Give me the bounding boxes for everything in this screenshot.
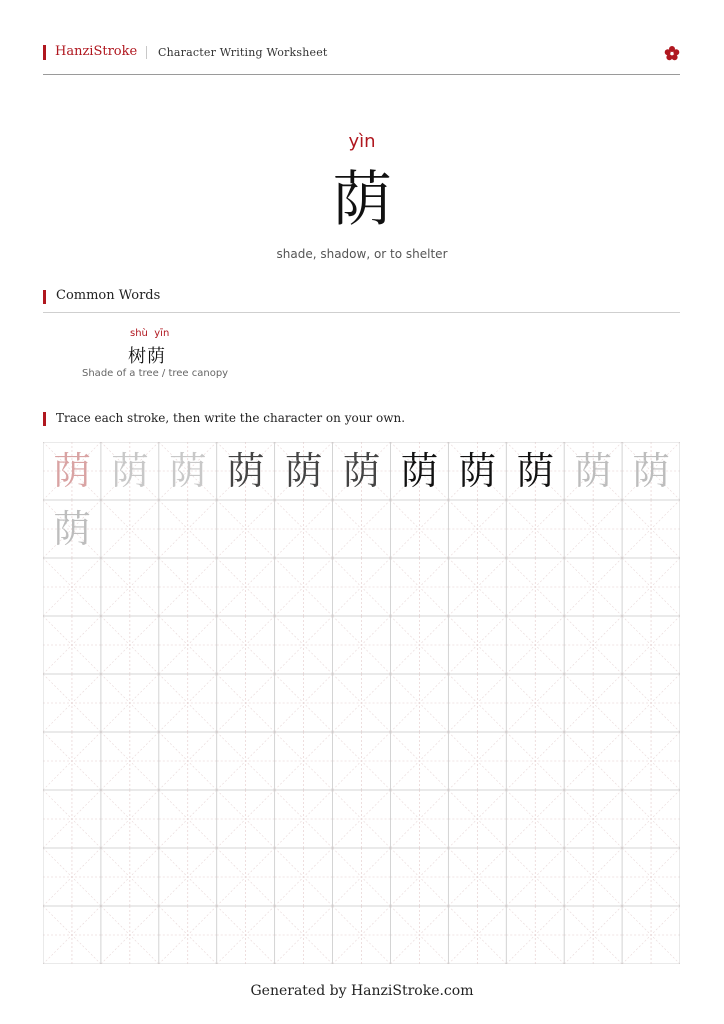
character-pinyin: yìn — [348, 131, 376, 152]
word-hanzi: 树荫 — [128, 346, 166, 367]
practice-cell-character: 荫 — [400, 449, 439, 493]
worksheet-header — [43, 44, 680, 75]
character-meaning: shade, shadow, or to shelter — [276, 247, 448, 261]
practice-cell-character: 荫 — [226, 449, 265, 493]
practice-section-header — [43, 411, 680, 427]
practice-cell-character: 荫 — [574, 449, 613, 493]
practice-cell-character: 荫 — [458, 449, 497, 493]
practice-grid[interactable] — [43, 442, 680, 964]
practice-cell-character: 荫 — [342, 449, 381, 493]
footer-credit: Generated by HanziStroke.com — [250, 983, 474, 999]
brand-accent-bar — [43, 45, 46, 60]
section-accent-bar — [43, 290, 46, 304]
practice-cell-character: 荫 — [52, 507, 91, 551]
practice-cell-character: 荫 — [168, 449, 207, 493]
grid-lines — [43, 442, 680, 964]
practice-cell-character: 荫 — [284, 449, 323, 493]
section-accent-bar — [43, 412, 46, 426]
character-hanzi: 荫 — [332, 165, 392, 235]
practice-instruction: Trace each stroke, then write the character on your own. — [56, 411, 406, 425]
word-meaning: Shade of a tree / tree canopy — [82, 368, 229, 379]
common-words-section-header — [43, 288, 680, 313]
practice-cell-character: 荫 — [110, 449, 149, 493]
practice-cell-character: 荫 — [516, 449, 555, 493]
brand-name[interactable]: HanziStroke — [55, 44, 138, 59]
practice-cell-character: 荫 — [632, 449, 671, 493]
common-words-title: Common Words — [56, 288, 161, 303]
plum-blossom-icon — [664, 45, 680, 61]
word-pinyin: shù yīn — [130, 328, 170, 339]
header-divider — [146, 46, 147, 59]
worksheet-subtitle: Character Writing Worksheet — [158, 46, 328, 59]
practice-cell-character: 荫 — [52, 449, 91, 493]
